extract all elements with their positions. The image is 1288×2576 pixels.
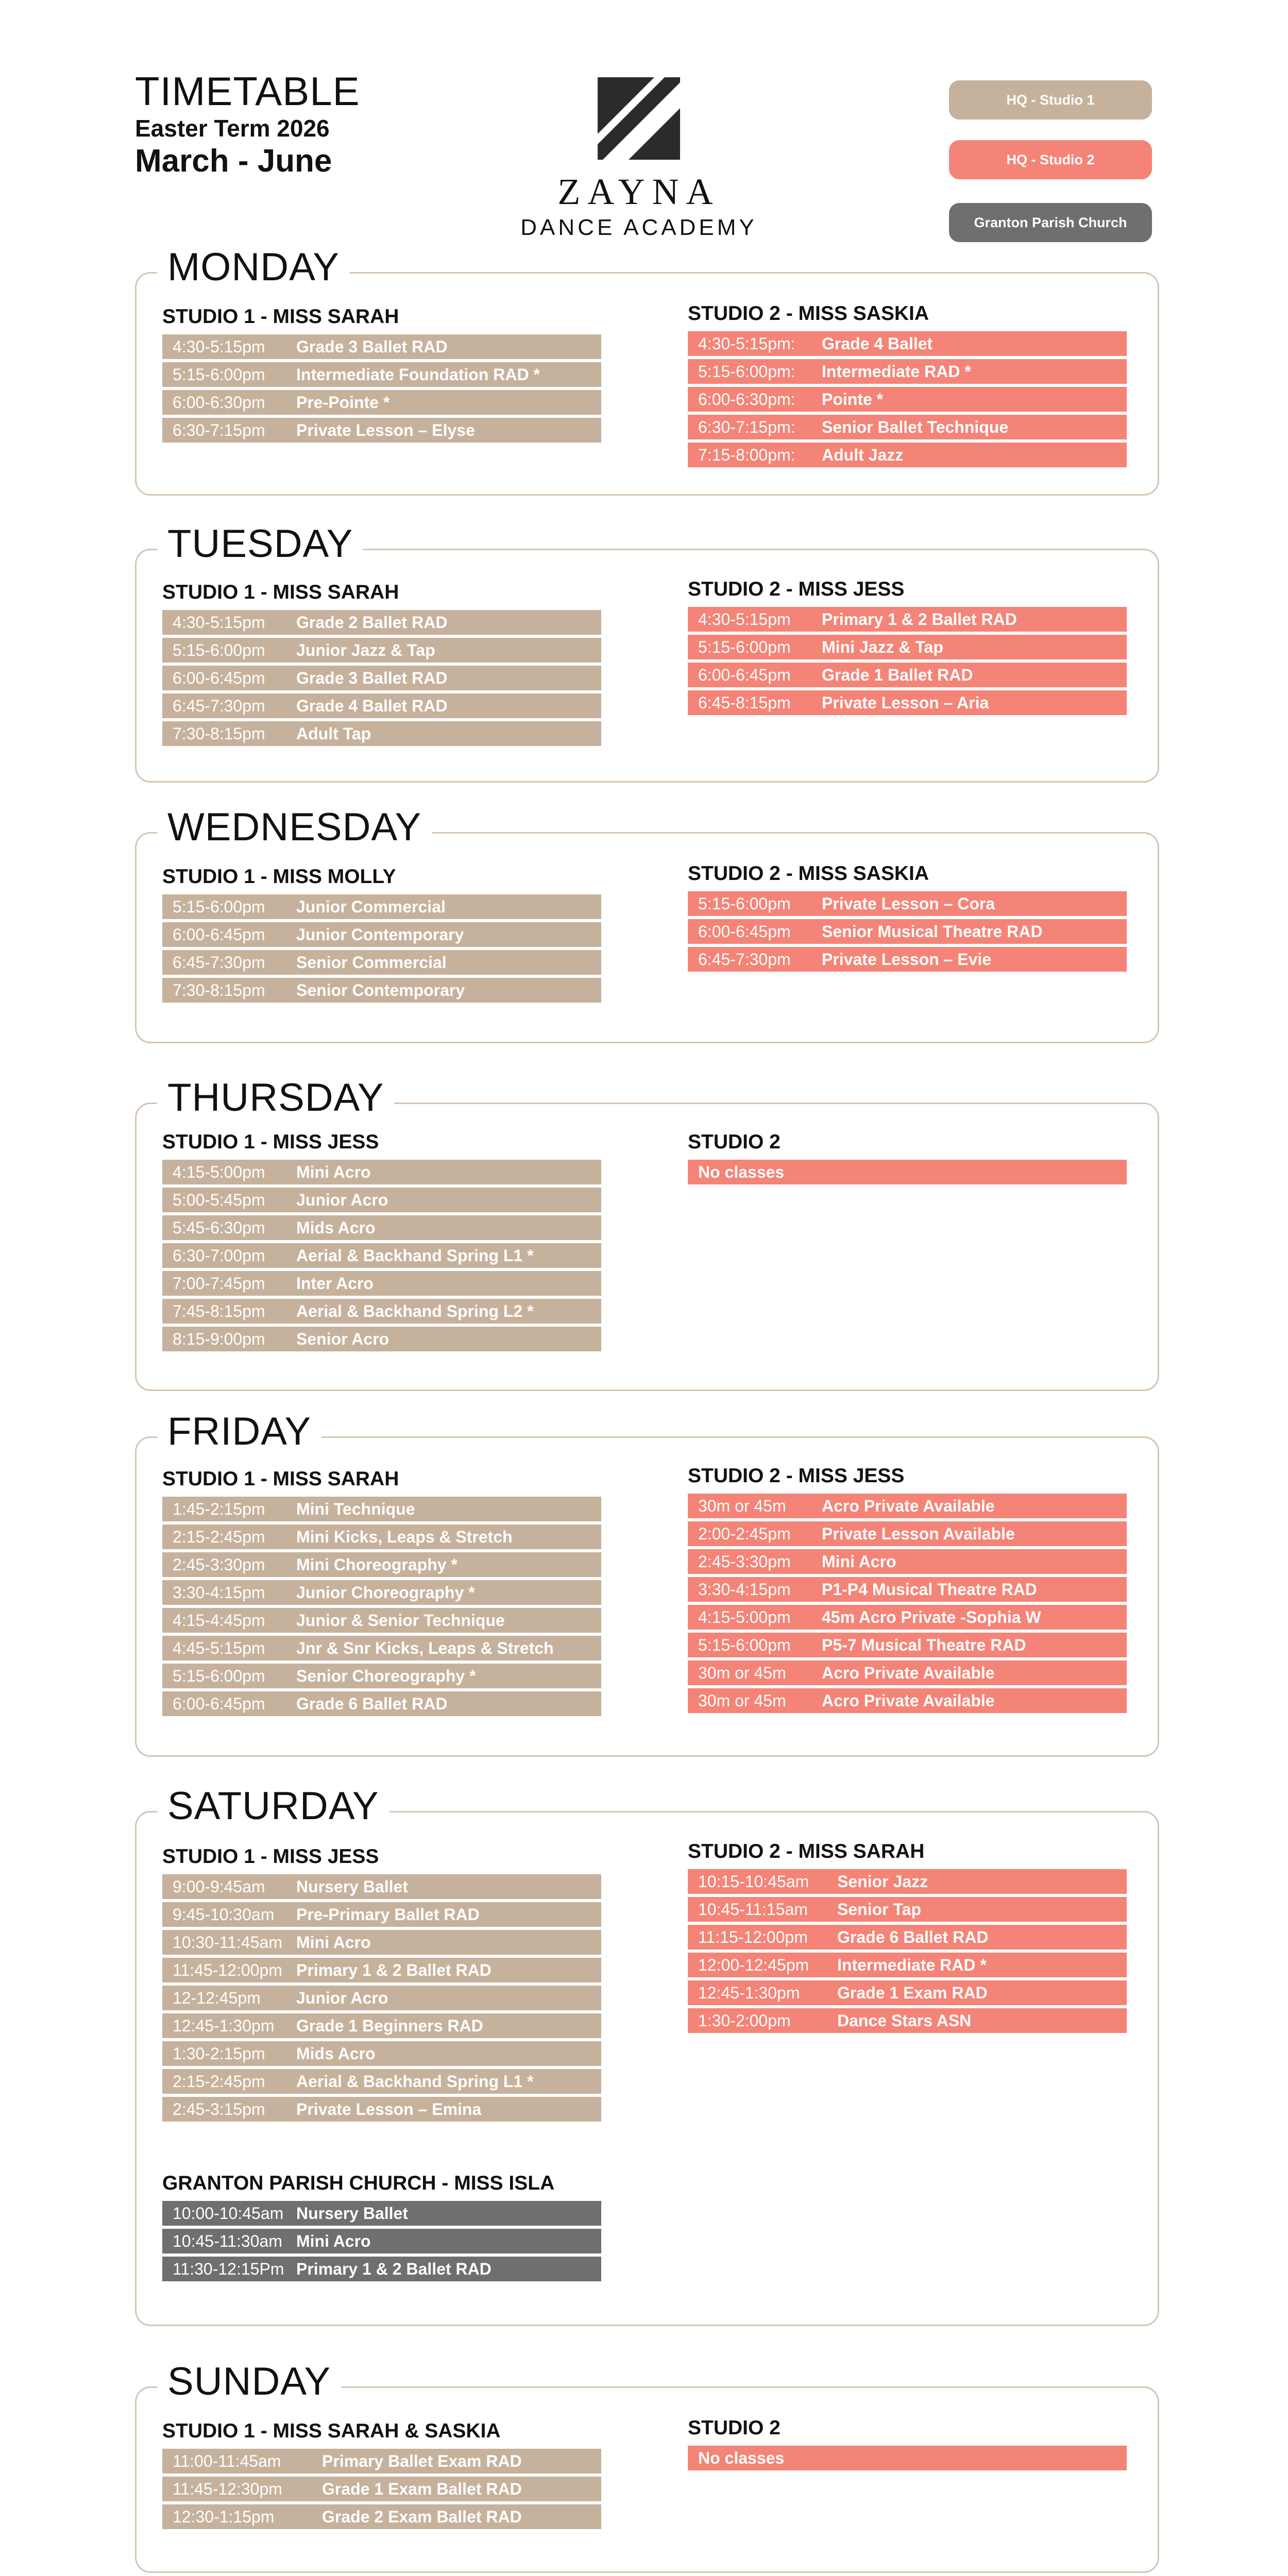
class-name: Mids Acro [296, 2044, 376, 2063]
no-classes-row: No classes [688, 1160, 1127, 1184]
class-time: 5:00-5:45pm [173, 1190, 265, 1209]
class-name: Intermediate Foundation RAD * [296, 365, 540, 384]
class-name: Junior Choreography * [296, 1583, 475, 1602]
studio-column [162, 307, 601, 446]
class-name: Aerial & Backhand Spring L1 * [296, 2072, 534, 2091]
class-name: Senior Jazz [837, 1872, 928, 1891]
class-row [688, 1494, 1127, 1518]
class-row [688, 1549, 1127, 1574]
class-name: Grade 1 Ballet RAD [822, 665, 973, 684]
class-row [162, 2504, 601, 2529]
day-panel-tuesday [135, 522, 1159, 783]
class-row [162, 978, 601, 1003]
class-row [162, 2069, 601, 2094]
class-name: Private Lesson – Evie [822, 950, 992, 969]
studio-column [688, 2418, 1127, 2473]
class-name: Mini Acro [296, 2231, 371, 2250]
class-row [688, 443, 1127, 467]
class-name: Senior Tap [837, 1900, 921, 1919]
class-time: 10:45-11:30am [173, 2231, 282, 2250]
class-time: 3:30-4:15pm [173, 1583, 265, 1602]
class-time: 6:00-6:45pm [173, 668, 265, 687]
class-name: Junior Jazz & Tap [296, 640, 435, 659]
class-name: Adult Jazz [822, 445, 904, 464]
studio-heading: STUDIO 1 - MISS SARAH [162, 581, 399, 603]
class-name: Mini Jazz & Tap [822, 637, 943, 656]
class-time: 11:15-12:00pm [698, 1927, 808, 1946]
class-time: 5:15-6:00pm: [698, 362, 795, 381]
class-time: 10:00-10:45am [173, 2204, 284, 2223]
class-row [162, 1188, 601, 1212]
day-title: SATURDAY [157, 1783, 389, 1829]
class-time: 2:00-2:45pm [698, 1524, 791, 1543]
class-time: 6:45-7:30pm [173, 696, 265, 715]
class-row [688, 1897, 1127, 1922]
class-row [162, 2449, 601, 2473]
class-row [162, 1608, 601, 1633]
months-label: March - June [135, 143, 332, 179]
class-name: P5-7 Musical Theatre RAD [822, 1635, 1026, 1654]
class-name: Mini Acro [296, 1162, 371, 1181]
class-time: 9:45-10:30am [173, 1905, 275, 1924]
class-time: 4:30-5:15pm [173, 337, 265, 356]
class-time: 6:45-7:30pm [698, 950, 791, 969]
class-name: Junior & Senior Technique [296, 1611, 505, 1630]
class-time: 4:45-5:15pm [173, 1638, 265, 1657]
class-time: 6:45-7:30pm [173, 953, 265, 972]
no-classes-row: No classes [688, 2446, 1127, 2470]
class-name: Dance Stars ASN [837, 2011, 972, 2030]
class-time: 5:15-6:00pm [173, 1666, 265, 1685]
studio-heading: STUDIO 2 [688, 2417, 781, 2439]
class-time: 4:15-5:00pm [173, 1162, 265, 1181]
class-name: Pointe * [822, 389, 884, 409]
class-time: 7:30-8:15pm [173, 724, 265, 743]
class-row [162, 610, 601, 635]
class-row [688, 947, 1127, 972]
class-row [162, 1874, 601, 1899]
class-name: Private Lesson – Emina [296, 2099, 482, 2119]
class-row [162, 2013, 601, 2038]
class-name: Pre-Pointe * [296, 393, 390, 412]
class-time: 10:15-10:45am [698, 1872, 809, 1891]
class-time: 2:45-3:30pm [698, 1552, 791, 1571]
class-row [688, 387, 1127, 412]
class-name: Grade 6 Ballet RAD [296, 1694, 448, 1713]
class-row [688, 1660, 1127, 1685]
class-name: Grade 3 Ballet RAD [296, 668, 448, 687]
day-panel-monday [135, 245, 1159, 496]
class-time: 1:30-2:15pm [173, 2044, 265, 2063]
studio-column [162, 1132, 601, 1354]
class-row [162, 2041, 601, 2066]
class-time: 30m or 45m [698, 1691, 786, 1710]
class-row [688, 1980, 1127, 2005]
class-row [162, 362, 601, 387]
class-name: Grade 1 Exam Ballet RAD [322, 2479, 522, 2498]
class-time: 1:45-2:15pm [173, 1499, 265, 1518]
class-row [688, 415, 1127, 439]
class-name: Senior Ballet Technique [822, 417, 1009, 436]
class-time: 4:30-5:15pm [698, 609, 791, 629]
studio-heading: STUDIO 1 - MISS SARAH [162, 1468, 399, 1490]
studio-heading: STUDIO 2 - MISS SASKIA [688, 862, 929, 885]
class-name: Mini Technique [296, 1499, 415, 1518]
class-name: Private Lesson – Cora [822, 894, 995, 913]
class-name: Nursery Ballet [296, 2204, 408, 2223]
class-time: 2:15-2:45pm [173, 2072, 265, 2091]
class-time: 2:15-2:45pm [173, 1527, 265, 1546]
class-time: 5:15-6:00pm [173, 640, 265, 659]
class-time: 30m or 45m [698, 1663, 786, 1682]
studio-heading: STUDIO 2 - MISS JESS [688, 578, 905, 600]
class-name: Grade 6 Ballet RAD [837, 1927, 989, 1946]
class-name: Senior Acro [296, 1329, 389, 1348]
class-name: Senior Musical Theatre RAD [822, 922, 1043, 941]
studio-heading: STUDIO 2 - MISS SARAH [688, 1840, 925, 1862]
class-name: 45m Acro Private -Sophia W [822, 1607, 1041, 1626]
class-name: Mini Choreography * [296, 1555, 457, 1574]
class-time: 7:30-8:15pm [173, 980, 265, 999]
class-time: 7:00-7:45pm [173, 1274, 265, 1293]
class-row [688, 635, 1127, 659]
class-time: 6:00-6:30pm [173, 393, 265, 412]
class-row [162, 1958, 601, 1982]
class-name: Aerial & Backhand Spring L2 * [296, 1301, 534, 1320]
class-time: 12:45-1:30pm [173, 2016, 275, 2035]
class-time: 6:00-6:45pm [173, 925, 265, 944]
class-time: 3:30-4:15pm [698, 1580, 791, 1599]
studio-column [162, 1469, 601, 1719]
class-row [162, 2477, 601, 2501]
class-row [688, 1869, 1127, 1894]
class-row [162, 1986, 601, 2010]
class-time: 6:30-7:15pm [173, 420, 265, 439]
class-name: Senior Commercial [296, 953, 447, 972]
class-row [688, 607, 1127, 632]
class-row [162, 1691, 601, 1716]
day-title: WEDNESDAY [157, 804, 432, 851]
logo [505, 77, 773, 239]
studio-column [688, 1132, 1127, 1188]
class-row [688, 1953, 1127, 1977]
class-row [162, 1299, 601, 1324]
class-row [162, 950, 601, 975]
class-row [162, 1215, 601, 1240]
day-title: THURSDAY [157, 1074, 394, 1121]
legend-hq-studio-1: HQ - Studio 1 [949, 80, 1152, 120]
day-panel-friday [135, 1410, 1159, 1757]
class-time: 2:45-3:15pm [173, 2099, 265, 2119]
class-time: 6:00-6:45pm [173, 1694, 265, 1713]
class-name: Pre-Primary Ballet RAD [296, 1905, 480, 1924]
class-name: Grade 4 Ballet RAD [296, 696, 448, 715]
class-name: Grade 1 Exam RAD [837, 1983, 988, 2002]
class-row [162, 1636, 601, 1660]
class-name: Intermediate RAD * [822, 362, 971, 381]
class-row [162, 638, 601, 663]
day-panel-sunday [135, 2360, 1159, 2573]
class-time: 6:00-6:45pm [698, 665, 791, 684]
studio-heading: STUDIO 1 - MISS JESS [162, 1845, 379, 1868]
title-block [135, 71, 360, 179]
class-time: 12-12:45pm [173, 1988, 261, 2007]
class-row [688, 891, 1127, 916]
class-row [162, 418, 601, 443]
class-name: Grade 4 Ballet [822, 334, 933, 353]
class-time: 4:30-5:15pm: [698, 334, 795, 353]
page-title: TIMETABLE [135, 69, 360, 114]
class-row [688, 1633, 1127, 1657]
class-row [162, 693, 601, 718]
class-row [162, 390, 601, 415]
studio-column [162, 1846, 601, 2125]
class-time: 7:45-8:15pm [173, 1301, 265, 1320]
class-time: 12:00-12:45pm [698, 1955, 809, 1974]
class-row [688, 1605, 1127, 1630]
class-name: Inter Acro [296, 1274, 374, 1293]
class-row [162, 1902, 601, 1927]
class-name: Private Lesson Available [822, 1524, 1015, 1543]
class-time: 1:30-2:00pm [698, 2011, 791, 2030]
class-name: Junior Acro [296, 1190, 388, 1209]
class-time: 5:45-6:30pm [173, 1218, 265, 1237]
class-row [688, 1577, 1127, 1602]
class-time: 11:00-11:45am [173, 2451, 281, 2470]
studio-heading: STUDIO 2 - MISS JESS [688, 1465, 905, 1487]
class-name: Primary 1 & 2 Ballet RAD [296, 2259, 492, 2278]
class-time: 5:15-6:00pm [698, 894, 791, 913]
class-name: Acro Private Available [822, 1496, 995, 1515]
class-row [162, 1664, 601, 1688]
studio-column [162, 582, 601, 749]
class-name: Mini Acro [296, 1933, 371, 1952]
class-row [688, 359, 1127, 384]
class-time: 4:15-5:00pm [698, 1607, 791, 1626]
class-row [162, 2229, 601, 2253]
studio-column [162, 867, 601, 1006]
studio-column [688, 1466, 1127, 1716]
class-time: 30m or 45m [698, 1496, 786, 1515]
day-title: TUESDAY [157, 520, 363, 567]
class-row [162, 1497, 601, 1521]
class-row [162, 2201, 601, 2226]
class-row [162, 1160, 601, 1184]
class-name: Mini Kicks, Leaps & Stretch [296, 1527, 513, 1546]
studio-heading: STUDIO 1 - MISS MOLLY [162, 866, 396, 888]
class-time: 6:30-7:00pm [173, 1246, 265, 1265]
studio-heading: STUDIO 2 - MISS SASKIA [688, 302, 929, 325]
class-name: Junior Contemporary [296, 925, 464, 944]
class-name: Private Lesson – Aria [822, 693, 989, 712]
class-row [162, 894, 601, 919]
class-name: Grade 2 Ballet RAD [296, 613, 448, 632]
day-title: SUNDAY [157, 2358, 341, 2405]
class-time: 11:30-12:15Pm [173, 2259, 284, 2278]
class-time: 10:30-11:45am [173, 1933, 282, 1952]
studio-column [688, 579, 1127, 718]
studio-heading: STUDIO 2 [688, 1131, 781, 1153]
class-time: 6:45-8:15pm [698, 693, 791, 712]
day-panel-thursday [135, 1076, 1159, 1391]
class-row [688, 1521, 1127, 1546]
class-name: Acro Private Available [822, 1663, 995, 1682]
studio-heading: STUDIO 1 - MISS SARAH & SASKIA [162, 2420, 501, 2442]
class-name: Primary Ballet Exam RAD [322, 2451, 522, 2470]
class-row [688, 331, 1127, 356]
class-time: 11:45-12:30pm [173, 2479, 282, 2498]
class-row [162, 334, 601, 359]
class-name: Senior Choreography * [296, 1666, 476, 1685]
class-name: Grade 3 Ballet RAD [296, 337, 448, 356]
class-row [162, 2097, 601, 2122]
class-time: 5:15-6:00pm [173, 897, 265, 916]
zayna-logo-icon [598, 77, 680, 160]
class-time: 6:00-6:30pm: [698, 389, 795, 409]
class-time: 7:15-8:00pm: [698, 445, 795, 464]
class-time: 4:30-5:15pm [173, 613, 265, 632]
class-time: 11:45-12:00pm [173, 1960, 282, 1979]
class-row [688, 690, 1127, 715]
class-time: 12:45-1:30pm [698, 1983, 800, 2002]
class-row [162, 1271, 601, 1296]
legend-granton-parish-church: Granton Parish Church [949, 203, 1152, 242]
class-name: P1-P4 Musical Theatre RAD [822, 1580, 1037, 1599]
class-name: Junior Commercial [296, 897, 446, 916]
class-name: Mids Acro [296, 1218, 376, 1237]
day-panel-saturday [135, 1784, 1159, 2326]
class-row [688, 1925, 1127, 1950]
studio-column-granton [162, 2173, 601, 2284]
class-row [162, 666, 601, 690]
studio-heading: STUDIO 1 - MISS SARAH [162, 306, 399, 328]
studio-column [688, 303, 1127, 470]
brand-subtitle: DANCE ACADEMY [520, 215, 757, 240]
class-row [162, 721, 601, 746]
class-time: 12:30-1:15pm [173, 2507, 275, 2526]
class-name: Adult Tap [296, 724, 371, 743]
day-panel-wednesday [135, 805, 1159, 1043]
legend-hq-studio-2: HQ - Studio 2 [949, 140, 1152, 179]
class-name: Primary 1 & 2 Ballet RAD [822, 609, 1017, 629]
class-row [162, 1243, 601, 1268]
class-row [162, 1930, 601, 1955]
class-row [688, 1688, 1127, 1713]
studio-column [162, 2421, 601, 2532]
day-title: MONDAY [157, 244, 350, 291]
class-name: Primary 1 & 2 Ballet RAD [296, 1960, 492, 1979]
term-label: Easter Term 2026 [135, 115, 330, 142]
class-row [162, 2257, 601, 2281]
brand-name: ZAYNA [557, 171, 720, 212]
class-time: 6:30-7:15pm: [698, 417, 795, 436]
class-name: Grade 1 Beginners RAD [296, 2016, 483, 2035]
class-row [162, 1552, 601, 1577]
class-name: Grade 2 Exam Ballet RAD [322, 2507, 522, 2526]
studio-column [688, 1841, 1127, 2036]
class-time: 5:15-6:00pm [698, 637, 791, 656]
class-time: 2:45-3:30pm [173, 1555, 265, 1574]
class-name: Intermediate RAD * [837, 1955, 987, 1974]
class-name: Acro Private Available [822, 1691, 995, 1710]
class-time: 4:15-4:45pm [173, 1611, 265, 1630]
studio-column [688, 863, 1127, 975]
class-time: 9:00-9:45am [173, 1877, 265, 1896]
studio-heading: STUDIO 1 - MISS JESS [162, 1131, 379, 1153]
class-name: Senior Contemporary [296, 980, 465, 999]
class-row [162, 1524, 601, 1549]
class-name: Mini Acro [822, 1552, 896, 1571]
class-time: 5:15-6:00pm [173, 365, 265, 384]
day-title: FRIDAY [157, 1408, 321, 1455]
class-name: Junior Acro [296, 1988, 388, 2007]
class-name: Aerial & Backhand Spring L1 * [296, 1246, 534, 1265]
class-name: Nursery Ballet [296, 1877, 408, 1896]
class-row [162, 1580, 601, 1605]
class-name: Private Lesson – Elyse [296, 420, 475, 439]
class-time: 8:15-9:00pm [173, 1329, 265, 1348]
class-time: 5:15-6:00pm [698, 1635, 791, 1654]
class-name: Jnr & Snr Kicks, Leaps & Stretch [296, 1638, 554, 1657]
class-time: 6:00-6:45pm [698, 922, 791, 941]
class-row [162, 1327, 601, 1351]
class-row [688, 2008, 1127, 2033]
class-row [688, 919, 1127, 944]
class-row [162, 922, 601, 947]
class-row [688, 663, 1127, 687]
studio-heading: GRANTON PARISH CHURCH - MISS ISLA [162, 2172, 555, 2194]
class-time: 10:45-11:15am [698, 1900, 808, 1919]
